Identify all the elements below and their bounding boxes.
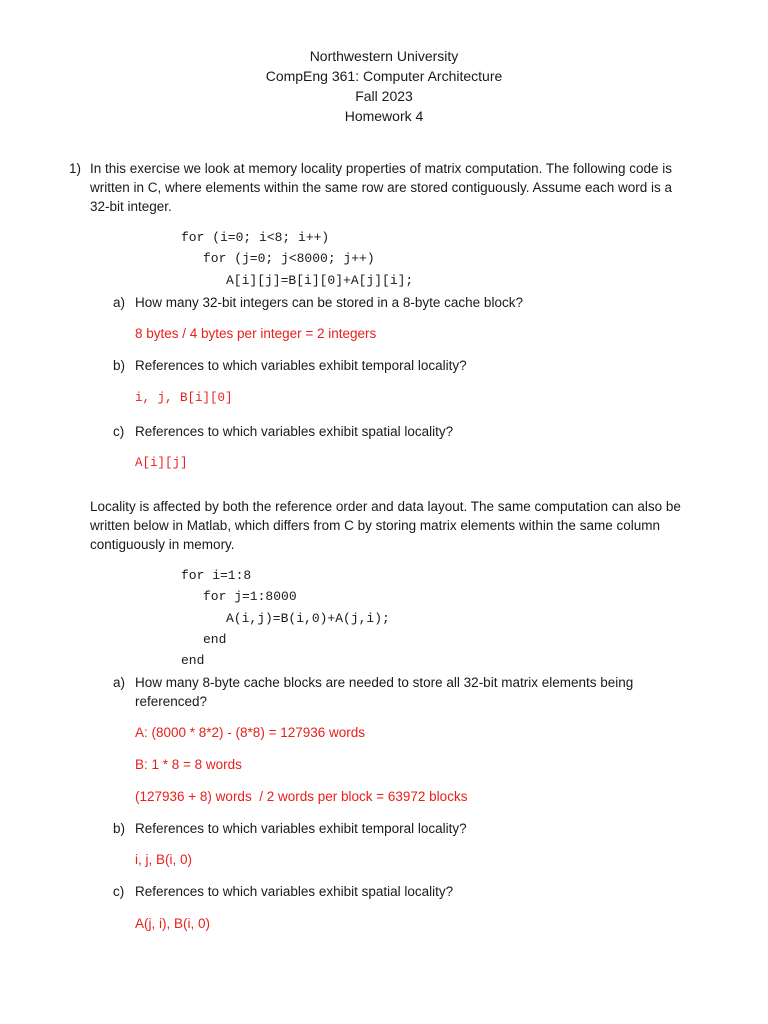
term: Fall 2023: [355, 88, 413, 104]
part2-a-answer-3: (127936 + 8) words / 2 words per block = 63972 blocks: [135, 789, 468, 804]
question-intro: In this exercise we look at memory locality properties of matrix computation. The following code is written in C, where elements within the same row are stored contiguously. Assume each word is a 32-bit integer.: [90, 161, 673, 214]
part2-b-answer: i, j, B(i, 0): [135, 852, 193, 867]
part2-c-question: References to which variables exhibit spatial locality?: [135, 884, 454, 899]
matlab-code-line-2: for j=1:8000: [203, 589, 297, 604]
part-a-answer: 8 bytes / 4 bytes per integer = 2 integers: [135, 326, 377, 341]
part-a-question: How many 32-bit integers can be stored in a 8-byte cache block?: [135, 295, 523, 310]
course-title: CompEng 361: Computer Architecture: [265, 68, 503, 84]
part2-c-label: c): [113, 884, 125, 899]
locality-paragraph: Locality is affected by both the reference order and data layout. The same computation can also be written below in Matlab, which differs from C by storing matrix elements within the same column contiguously in memory.: [90, 499, 681, 552]
part2-c-answer: A(j, i), B(i, 0): [135, 916, 211, 931]
part2-b-question: References to which variables exhibit temporal locality?: [135, 821, 467, 836]
university-name: Northwestern University: [309, 48, 459, 64]
part2-b-label: b): [113, 821, 126, 836]
part-b-label: b): [113, 358, 126, 373]
matlab-code-line-1: for i=1:8: [181, 568, 252, 583]
part-a-label: a): [113, 295, 126, 310]
part2-a-answer-1: A: (8000 * 8*2) - (8*8) = 127936 words: [135, 725, 366, 740]
question-number: 1): [69, 161, 82, 176]
part2-a-question: How many 8-byte cache blocks are needed to store all 32-bit matrix elements being referenced?: [135, 675, 634, 709]
matlab-code-line-3: A(i,j)=B(i,0)+A(j,i);: [226, 611, 390, 626]
c-code-line-2: for (j=0; j<8000; j++): [203, 251, 375, 266]
part-b-answer: i, j, B[i][0]: [135, 391, 233, 405]
part2-a-answer-2: B: 1 * 8 = 8 words: [135, 757, 242, 772]
matlab-code-line-5: end: [181, 653, 205, 668]
part-c-label: c): [113, 424, 125, 439]
matlab-code-line-4: end: [203, 632, 227, 647]
assignment-title: Homework 4: [344, 108, 424, 124]
part-c-answer: A[i][j]: [135, 456, 188, 470]
part-b-question: References to which variables exhibit temporal locality?: [135, 358, 467, 373]
part2-a-label: a): [113, 675, 126, 690]
part-c-question: References to which variables exhibit spatial locality?: [135, 424, 454, 439]
c-code-line-1: for (i=0; i<8; i++): [181, 230, 330, 245]
document-header: [0, 46, 768, 126]
c-code-line-3: A[i][j]=B[i][0]+A[j][i];: [226, 273, 414, 288]
